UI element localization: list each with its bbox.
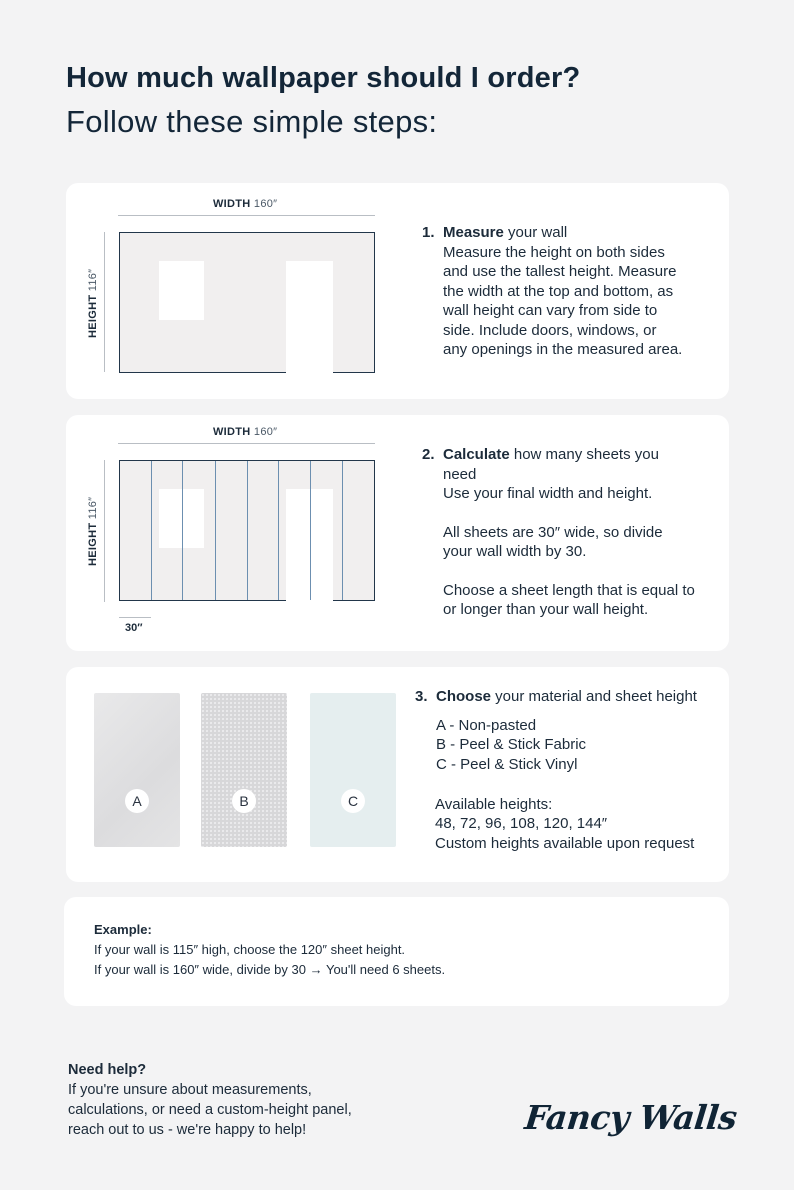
width-rule — [118, 443, 375, 444]
material-sample-c — [310, 693, 396, 847]
example-card — [64, 897, 729, 1006]
page-title: How much wallpaper should I order? — [66, 62, 581, 94]
sheet-divider — [342, 461, 343, 600]
sheet-divider — [215, 461, 216, 600]
width-rule — [118, 215, 375, 216]
step-1-text: 1. Measure your wall Measure the height on both sides and use the tallest height. Measure the width at the top and bottom, as wall height can vary from side to side. Include doors, windows, or any openings in the measured area. — [422, 224, 683, 358]
help-section: Need help? If you're unsure about measurements, calculations, or need a custom-height panel, reach out to us - we're happy to help! — [68, 1062, 352, 1138]
brand-logo: Fancy Walls — [522, 1098, 739, 1137]
step-card-measure — [66, 183, 729, 399]
wall-strips-diagram — [119, 460, 375, 601]
step-2-text: 2. Calculate how many sheets you need Use your final width and height. All sheets are 30″ wide, so divide your wall width by 30. Choose a sheet length that is equal to or longer than your wall height. — [422, 446, 695, 618]
material-list — [436, 716, 586, 774]
material-option-c: C - Peel & Stick Vinyl — [436, 755, 578, 773]
material-option-a: A - Non-pasted — [436, 717, 537, 734]
width-label: WIDTH 160″ — [213, 426, 278, 438]
example-text: Example: If your wall is 115″ high, choose the 120″ sheet height. If your wall is 160″ wide, divide by 30 → You'll need 6 sheets. — [94, 922, 446, 977]
material-sample-a — [94, 693, 180, 847]
height-label: HEIGHT 116″ — [87, 268, 99, 338]
sheet-divider — [182, 461, 183, 600]
sample-badge: A — [125, 789, 149, 813]
door-opening — [286, 261, 333, 373]
sheet-divider — [310, 461, 311, 600]
material-sample-b — [201, 693, 287, 847]
step-card-calculate — [66, 415, 729, 651]
sheet-divider — [151, 461, 152, 600]
width-label: WIDTH 160″ — [213, 198, 278, 210]
heights-info: Available heights: 48, 72, 96, 108, 120, 144″ Custom heights available upon request — [435, 796, 695, 852]
page-subtitle: Follow these simple steps: — [66, 104, 438, 139]
sample-badge: B — [232, 789, 256, 813]
material-option-b: B - Peel & Stick Fabric — [436, 736, 587, 754]
height-label: HEIGHT 116″ — [87, 496, 99, 566]
sheet-width-rule — [119, 617, 151, 618]
sheet-width-label: 30″ — [125, 622, 143, 634]
step-card-choose — [66, 667, 729, 882]
window-opening — [159, 261, 204, 320]
wall-diagram — [119, 232, 375, 373]
height-rule — [104, 232, 105, 372]
step-3-heading: 3. Choose your material and sheet height — [415, 688, 697, 705]
sample-badge: C — [341, 789, 365, 813]
sheet-divider — [247, 461, 248, 600]
sheet-divider — [278, 461, 279, 600]
height-rule — [104, 460, 105, 602]
